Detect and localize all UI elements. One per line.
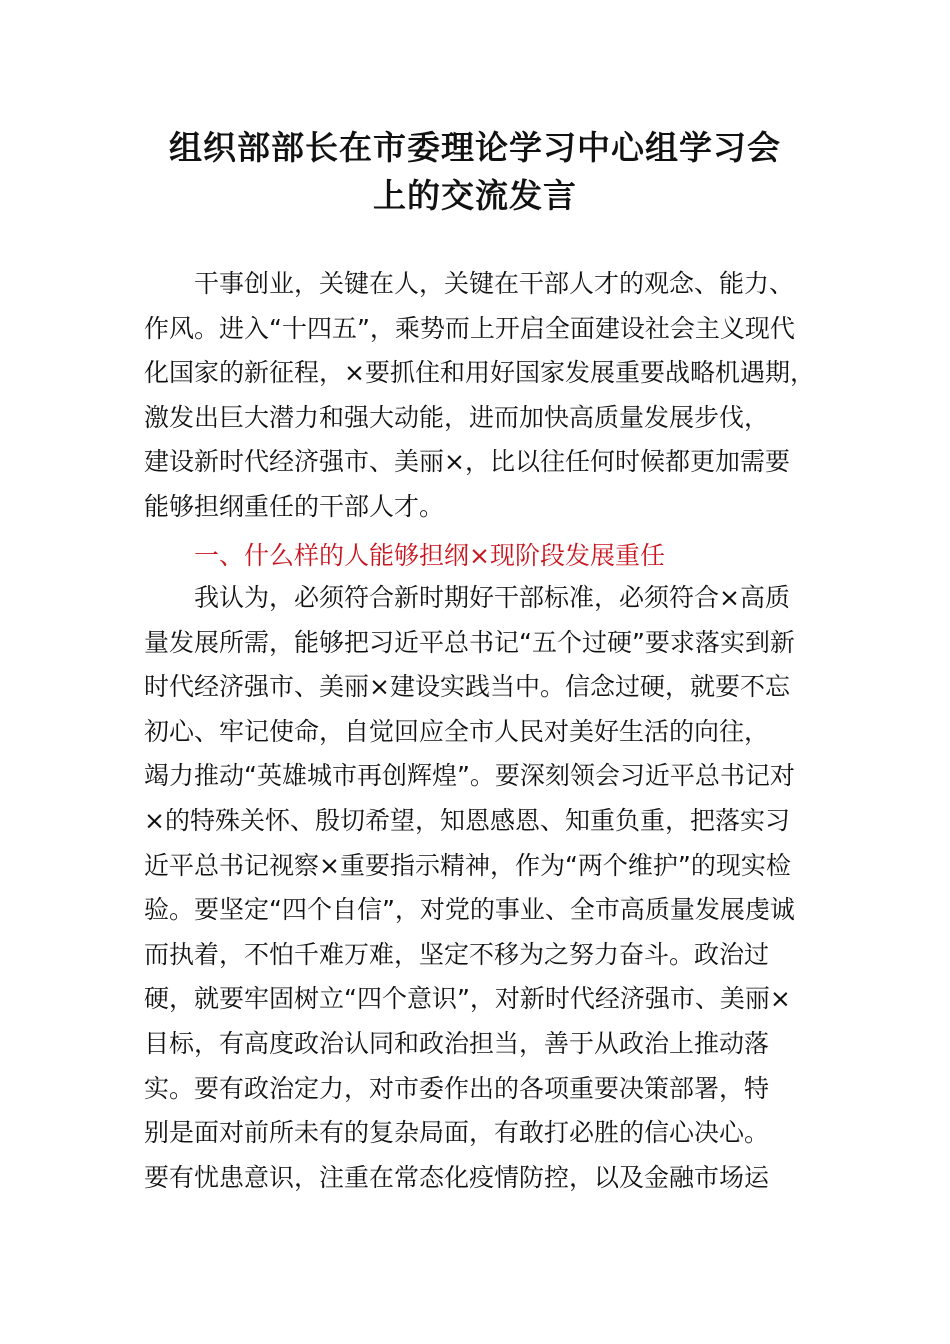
text-line: 要有忧患意识，注重在常态化疫情防控，以及金融市场运 [144,1162,770,1192]
text-line: 目标，有高度政治认同和政治担当，善于从政治上推动落 [144,1028,770,1058]
text-line: 实。要有政治定力，对市委作出的各项重要决策部署，特 [144,1073,770,1103]
text-line: 化国家的新征程，×要抓住和用好国家发展重要战略机遇期， [144,358,815,388]
document-title [120,124,830,220]
title-line: 组织部部长在市委理论学习中心组学习会 [169,128,781,167]
text-line: 竭力推动“英雄城市再创辉煌”。要深刻领会习近平总书记对 [144,761,795,791]
text-line: 建设新时代经济强市、美丽×，比以往任何时候都更加需要 [144,447,790,477]
section-heading-1: 一、什么样的人能够担纲×现阶段发展重任 [194,541,665,570]
text-line: 初心、牢记使命，自觉回应全市人民对美好生活的向往， [144,716,770,746]
text-line: 验。要坚定“四个自信”，对党的事业、全市高质量发展虔诚 [144,895,795,925]
text-line: 而执着，不怕千难万难，坚定不移为之努力奋斗。政治过 [144,939,770,969]
text-line: 时代经济强市、美丽×建设实践当中。信念过硬，就要不忘 [144,672,790,702]
paragraph-intro [144,262,834,530]
text-line: 近平总书记视察×重要指示精神，作为“两个维护”的现实检 [144,850,791,880]
text-line: 激发出巨大潜力和强大动能，进而加快高质量发展步伐， [144,402,770,432]
text-line: 能够担纲重任的干部人才。 [144,491,445,521]
text-line: 作风。进入“十四五”，乘势而上开启全面建设社会主义现代 [144,313,795,343]
text-line: 别是面对前所未有的复杂局面，有敢打必胜的信心决心。 [144,1118,770,1148]
text-line: 硬，就要牢固树立“四个意识”，对新时代经济强市、美丽× [144,984,791,1014]
text-line: ×的特殊关怀、殷切希望，知恩感恩、知重负重，把落实习 [144,805,790,835]
paragraph-section-1 [144,576,834,1200]
title-line: 上的交流发言 [373,176,577,215]
text-line: 干事创业，关键在人，关键在干部人才的观念、能力、 [194,269,795,298]
text-line: 量发展所需，能够把习近平总书记“五个过硬”要求落实到新 [144,627,795,657]
text-line: 我认为，必须符合新时期好干部标准，必须符合×高质 [194,583,790,612]
